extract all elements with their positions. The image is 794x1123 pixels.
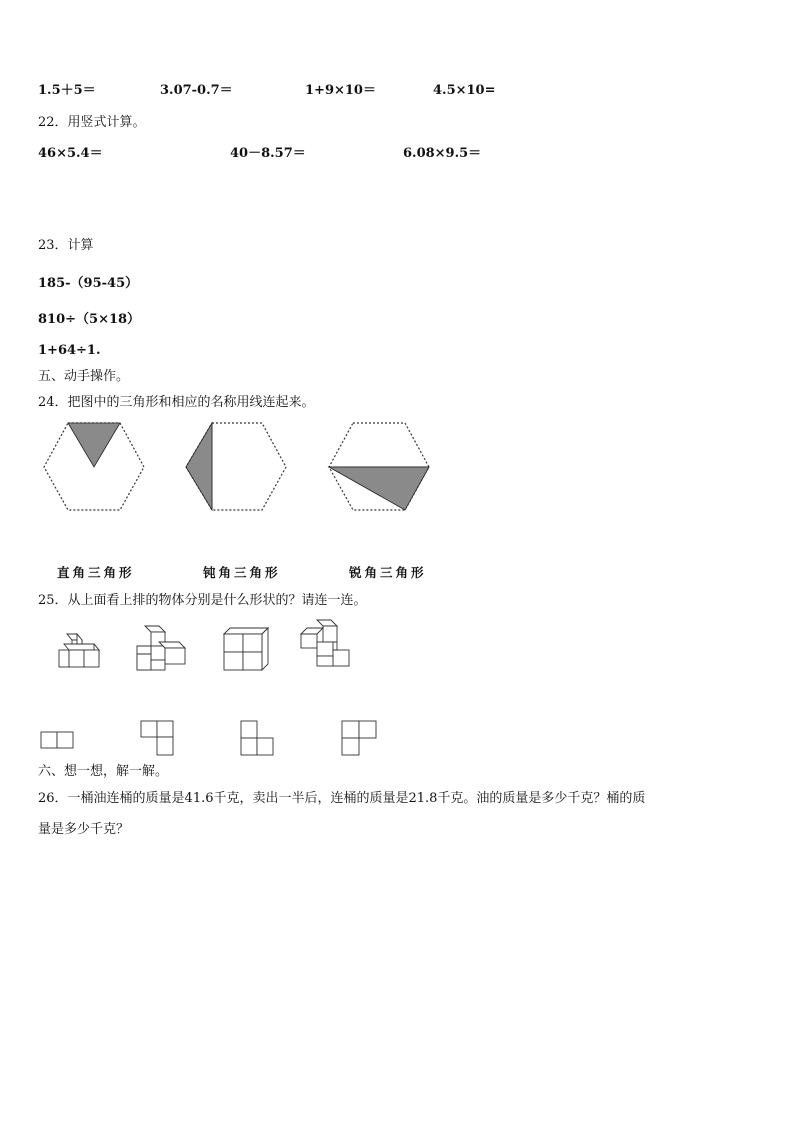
question-26-line-1: 26．一桶油连桶的质量是41.6千克，卖出一半后，连桶的质量是21.8千克。油的质量是多少千克？桶的质 [38,791,646,806]
expression-3-07-minus-0-7: 3.07-0.7＝ [160,83,233,98]
q23-line-3: 1+64÷1. [38,343,101,358]
q23-line-1: 185-（95-45） [38,276,139,291]
label-obtuse-triangle: 钝角三角形 [203,565,281,580]
question-26-line-2: 量是多少千克？ [38,822,130,837]
section-5-heading: 五、动手操作。 [38,369,130,384]
question-22-title: 22．用竖式计算。 [38,115,146,130]
top-view-option-3 [240,720,276,758]
q22-expression-1: 46×5.4＝ [38,146,103,161]
expression-4-5-times-10: 4.5×10= [433,83,496,98]
top-view-option-4 [341,720,379,758]
q22-expression-3: 6.08×9.5＝ [403,146,482,161]
hexagon-figure-2 [182,420,292,512]
label-acute-triangle: 锐角三角形 [349,565,427,580]
expression-1-plus-9-times-10: 1+9×10＝ [305,83,376,98]
label-right-triangle: 直角三角形 [57,565,135,580]
top-view-option-2 [140,720,176,758]
cube-solid-2 [135,624,190,676]
cube-solid-3 [222,626,272,672]
question-24-title: 24．把图中的三角形和相应的名称用线连起来。 [38,395,315,410]
hexagon-figure-1 [40,420,150,512]
q22-expression-2: 40－8.57＝ [230,146,306,161]
hexagon-figure-3 [325,420,435,512]
expression-1-5-plus-5: 1.5＋5＝ [38,83,96,98]
question-23-title: 23．计算 [38,238,94,253]
top-view-option-1 [40,730,76,750]
section-6-heading: 六、想一想，解一解。 [38,764,169,779]
cube-solid-4 [299,618,355,672]
cube-solid-1 [55,632,105,672]
q23-line-2: 810÷（5×18） [38,312,141,327]
question-25-title: 25．从上面看上排的物体分别是什么形状的？请连一连。 [38,593,367,608]
